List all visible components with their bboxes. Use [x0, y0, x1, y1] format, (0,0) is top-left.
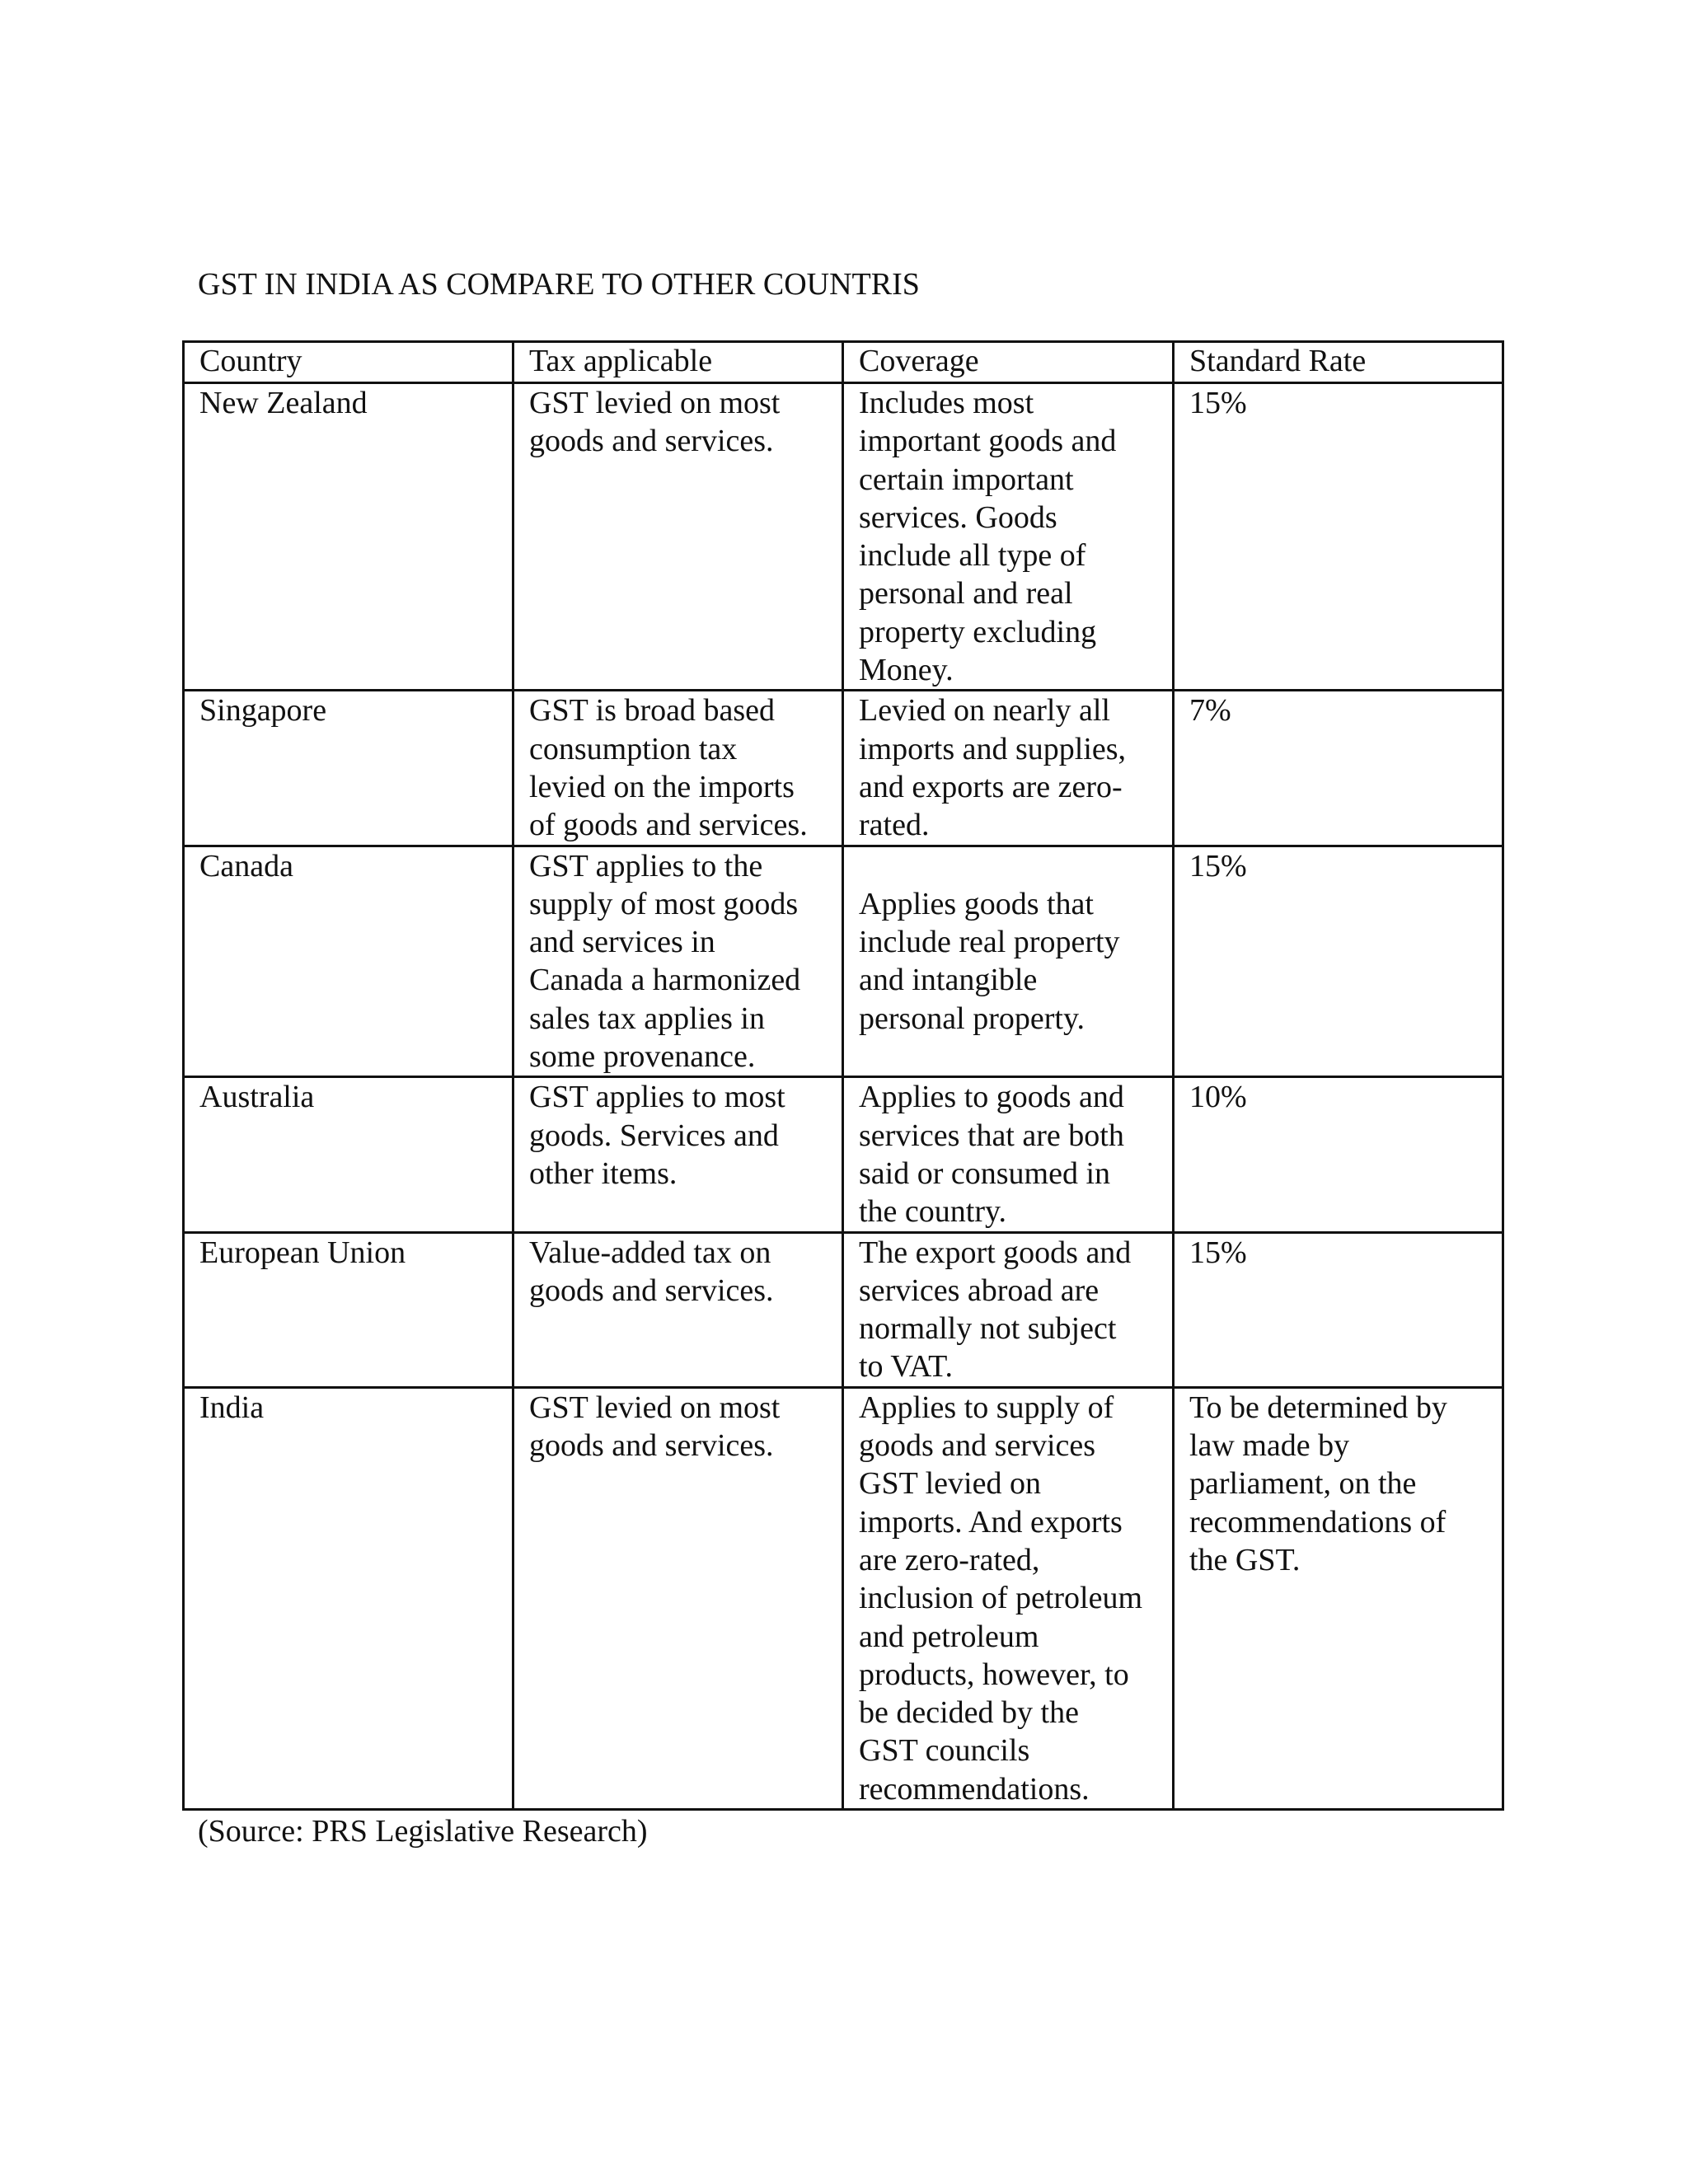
text-line: services. Goods: [859, 499, 1057, 535]
text-line: important goods and: [859, 424, 1117, 459]
cell-standard-rate: [1174, 691, 1503, 846]
text-line: imports. And exports: [859, 1504, 1123, 1540]
text-line: imports and supplies,: [859, 731, 1127, 766]
header-standard-rate: Standard Rate: [1174, 342, 1503, 383]
text-line: certain important: [859, 462, 1074, 497]
country-name: Singapore: [199, 693, 327, 729]
text-line: personal and real: [859, 576, 1073, 612]
text-line: and services in: [529, 925, 715, 960]
text-line: to VAT.: [859, 1349, 954, 1385]
text-line: Applies to supply of: [859, 1390, 1114, 1425]
cell-coverage: [843, 1387, 1174, 1809]
text-line: GST applies to most: [529, 1080, 785, 1115]
gst-comparison-table: [182, 340, 1504, 1811]
country-name: New Zealand: [199, 386, 368, 420]
cell-coverage: [843, 691, 1174, 846]
table-row: [184, 846, 1503, 1077]
text-line: are zero-rated,: [859, 1542, 1040, 1577]
text-line: recommendations.: [859, 1771, 1090, 1807]
cell-standard-rate: [1174, 1077, 1503, 1232]
text-line: levied on the imports: [529, 769, 795, 804]
text-line: services abroad are: [859, 1272, 1100, 1308]
cell-standard-rate: [1174, 1232, 1503, 1387]
text-line: parliament, on the: [1189, 1466, 1417, 1502]
text-line: inclusion of petroleum: [859, 1581, 1143, 1616]
text-line: law made by: [1189, 1428, 1350, 1464]
text-line: The export goods and: [859, 1235, 1132, 1270]
text-line: 7%: [1189, 693, 1231, 729]
cell-country: [184, 691, 513, 846]
text-line: include real property: [859, 925, 1120, 960]
cell-coverage: [843, 1077, 1174, 1232]
text-line: goods and services: [859, 1428, 1096, 1464]
text-line: recommendations of: [1189, 1504, 1447, 1540]
text-line: goods. Services and: [529, 1118, 779, 1153]
text-line: Value-added tax on: [529, 1235, 771, 1270]
text-line: 15%: [1189, 386, 1247, 420]
table-header-row: [184, 342, 1503, 383]
cell-tax-applicable: [513, 1232, 843, 1387]
text-line: 15%: [1189, 848, 1247, 883]
cell-coverage: [843, 846, 1174, 1077]
text-line: GST is broad based: [529, 693, 775, 729]
header-country: Country: [184, 342, 513, 383]
country-name: India: [199, 1390, 265, 1425]
document-title: GST IN INDIA AS COMPARE TO OTHER COUNTRIS: [198, 267, 920, 302]
text-line: GST councils: [859, 1733, 1030, 1769]
text-line: To be determined by: [1189, 1390, 1447, 1425]
cell-country: [184, 383, 513, 691]
text-line: and exports are zero-: [859, 769, 1123, 804]
text-line: 10%: [1189, 1080, 1247, 1115]
cell-coverage: [843, 383, 1174, 691]
text-line: personal property.: [859, 1001, 1085, 1036]
cell-coverage: [843, 1232, 1174, 1387]
cell-tax-applicable: [513, 1387, 843, 1809]
table-row: [184, 1232, 1503, 1387]
table-row: [184, 1077, 1503, 1232]
cell-country: [184, 1077, 513, 1232]
cell-standard-rate: [1174, 1387, 1503, 1809]
blank-line: [859, 847, 1162, 885]
header-tax-applicable: Tax applicable: [513, 342, 843, 383]
text-line: the country.: [859, 1194, 1007, 1230]
cell-country: [184, 1232, 513, 1387]
text-line: Applies to goods and: [859, 1080, 1124, 1115]
table-row: [184, 691, 1503, 846]
text-line: products, however, to: [859, 1657, 1129, 1692]
cell-tax-applicable: [513, 846, 843, 1077]
table-row: [184, 1387, 1503, 1809]
text-line: GST levied on most: [529, 1390, 781, 1425]
text-line: Canada a harmonized: [529, 963, 801, 998]
text-line: consumption tax: [529, 731, 738, 766]
text-line: GST levied on: [859, 1466, 1041, 1502]
country-name: Canada: [199, 848, 293, 883]
text-line: supply of most goods: [529, 886, 799, 921]
cell-tax-applicable: [513, 1077, 843, 1232]
text-line: goods and services.: [529, 424, 774, 459]
text-line: said or consumed in: [859, 1155, 1111, 1191]
source-note: (Source: PRS Legislative Research): [198, 1814, 648, 1849]
text-line: the GST.: [1189, 1542, 1301, 1577]
cell-standard-rate: [1174, 383, 1503, 691]
text-line: normally not subject: [859, 1311, 1117, 1347]
text-line: be decided by the: [859, 1695, 1079, 1731]
text-line: GST levied on most: [529, 386, 781, 420]
text-line: Levied on nearly all: [859, 693, 1110, 729]
header-coverage: Coverage: [843, 342, 1174, 383]
cell-tax-applicable: [513, 691, 843, 846]
cell-country: [184, 846, 513, 1077]
text-line: Money.: [859, 653, 954, 688]
text-line: GST applies to the: [529, 848, 763, 883]
text-line: and petroleum: [859, 1619, 1039, 1654]
cell-tax-applicable: [513, 383, 843, 691]
text-line: property excluding: [859, 614, 1097, 649]
country-name: Australia: [199, 1080, 315, 1115]
text-line: Applies goods that: [859, 886, 1094, 921]
country-name: European Union: [199, 1235, 406, 1270]
table-row: [184, 383, 1503, 691]
cell-country: [184, 1387, 513, 1809]
text-line: and intangible: [859, 963, 1038, 998]
text-line: services that are both: [859, 1118, 1124, 1153]
text-line: goods and services.: [529, 1272, 774, 1308]
text-line: some provenance.: [529, 1039, 756, 1075]
text-line: goods and services.: [529, 1428, 774, 1464]
text-line: 15%: [1189, 1235, 1247, 1270]
text-line: of goods and services.: [529, 808, 808, 843]
text-line: Includes most: [859, 386, 1034, 420]
text-line: other items.: [529, 1155, 678, 1191]
text-line: rated.: [859, 808, 930, 843]
text-line: include all type of: [859, 538, 1086, 574]
cell-standard-rate: [1174, 846, 1503, 1077]
text-line: sales tax applies in: [529, 1001, 765, 1036]
